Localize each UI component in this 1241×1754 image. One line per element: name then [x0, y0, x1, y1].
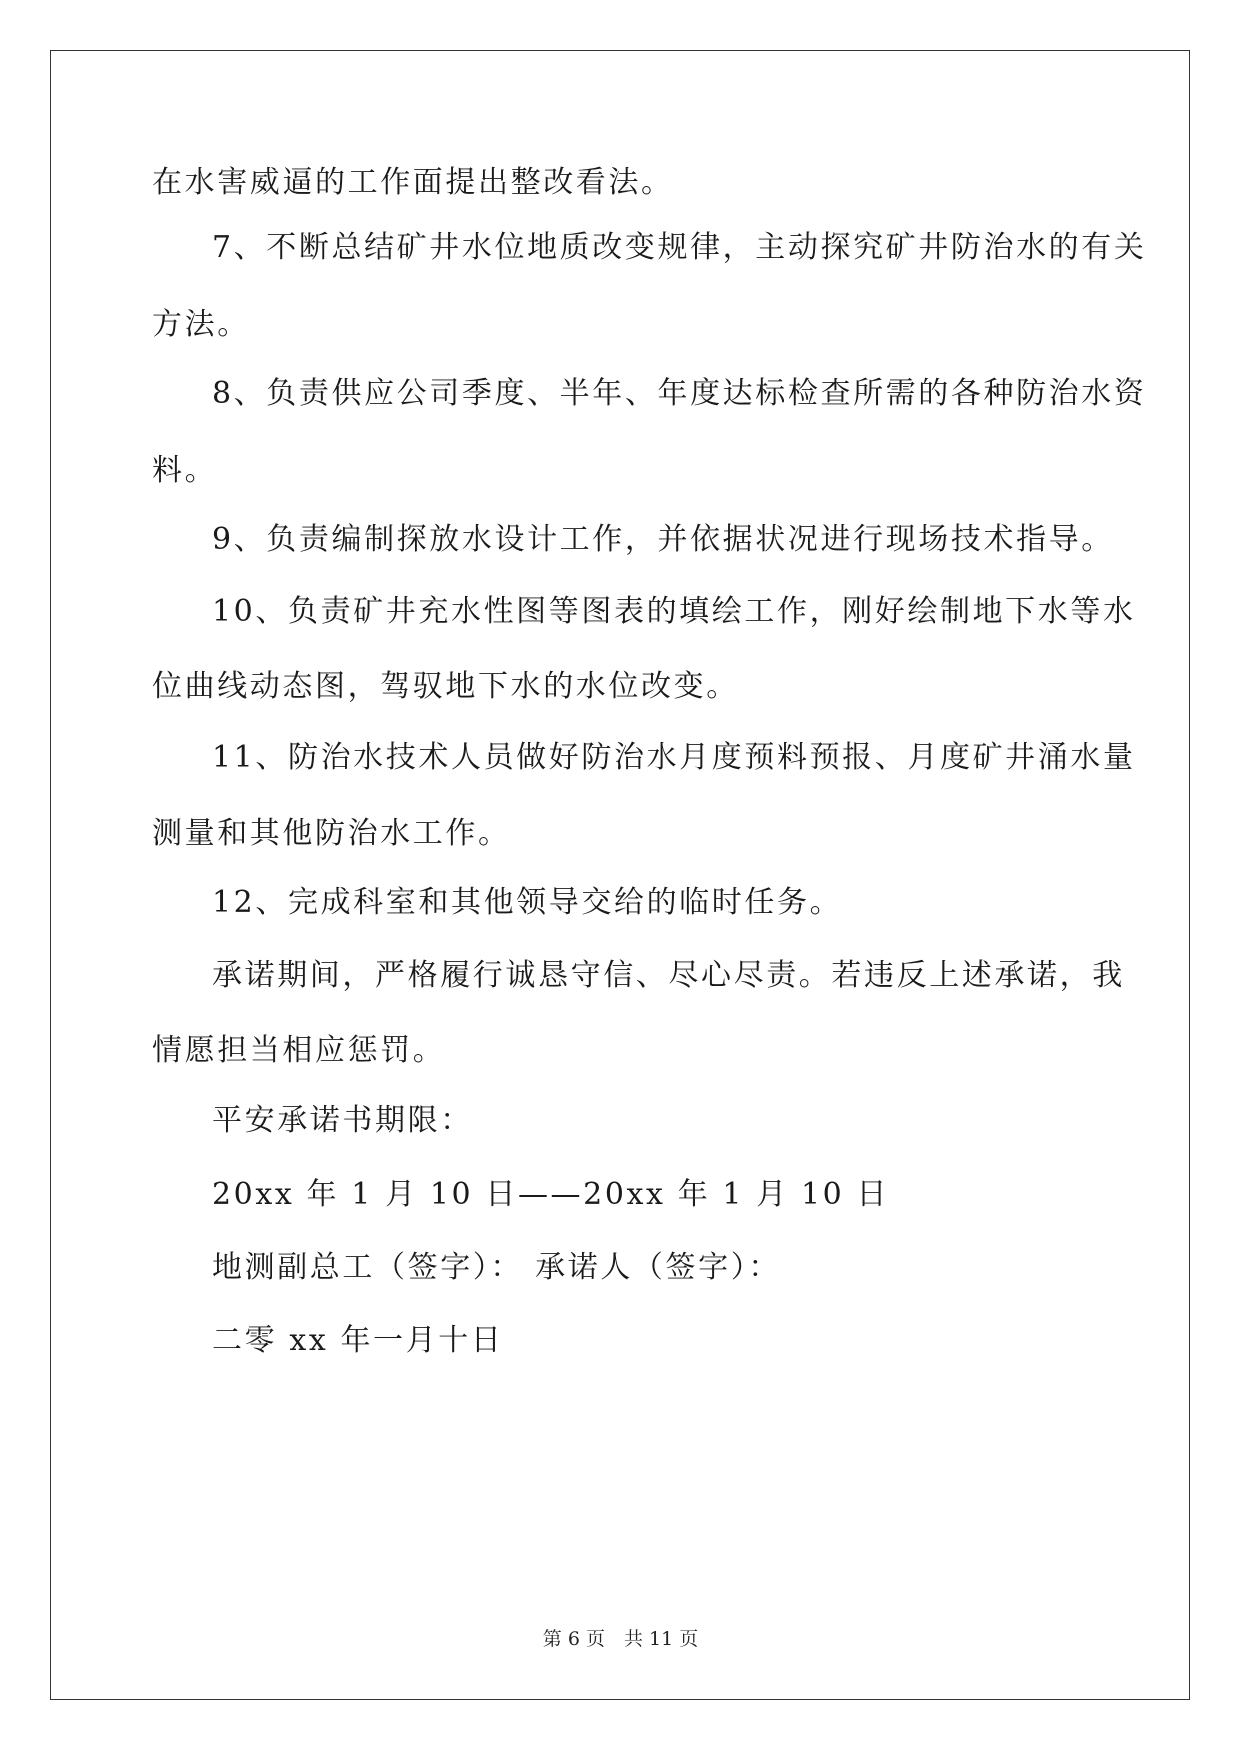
paragraph-line: 方法。 [152, 307, 250, 342]
term-dates: 20xx 年 1 月 10 日——20xx 年 1 月 10 日 [212, 1177, 890, 1212]
paragraph-line: 在水害威逼的工作面提出整改看法。 [152, 165, 674, 200]
paragraph-line: 11、防治水技术人员做好防治水月度预料预报、月度矿井涌水量 [212, 740, 1136, 775]
paragraph-line: 测量和其他防治水工作。 [152, 816, 511, 851]
paragraph-line: 12、完成科室和其他领导交给的临时任务。 [212, 885, 843, 920]
paragraph-line: 7、不断总结矿井水位地质改变规律，主动探究矿井防治水的有关 [212, 230, 1147, 265]
date-line: 二零 xx 年一月十日 [212, 1323, 504, 1358]
term-heading: 平安承诺书期限： [212, 1103, 473, 1138]
paragraph-line: 料。 [152, 453, 218, 488]
page-border [50, 50, 1190, 1700]
paragraph-line: 承诺期间，严格履行诚恳守信、尽心尽责。若违反上述承诺，我 [212, 958, 1125, 993]
signature-line: 地测副总工（签字）： 承诺人（签字）： [212, 1250, 781, 1285]
paragraph-line: 情愿担当相应惩罚。 [152, 1033, 446, 1068]
paragraph-line: 8、负责供应公司季度、半年、年度达标检查所需的各种防治水资 [212, 376, 1147, 411]
page-number: 第 6 页 共 11 页 [542, 1628, 699, 1650]
paragraph-line: 位曲线动态图，驾驭地下水的水位改变。 [152, 669, 739, 704]
paragraph-line: 10、负责矿井充水性图等图表的填绘工作，刚好绘制地下水等水 [212, 594, 1136, 629]
paragraph-line: 9、负责编制探放水设计工作，并依据状况进行现场技术指导。 [212, 522, 1114, 557]
